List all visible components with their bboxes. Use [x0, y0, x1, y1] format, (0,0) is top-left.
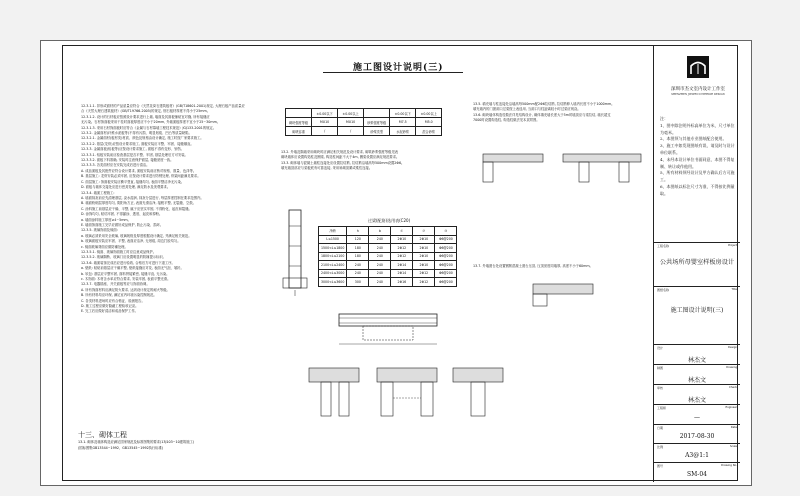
column1-line: 12.3.1.3. 采用石材饰面板时应符合《金属与石材幕墙工程技术规范》JGJ133-2001的规定。: [81, 125, 217, 130]
date-value: 2017-08-30: [679, 433, 715, 440]
project-row: [654, 242, 740, 274]
table-cell: 2Φ14: [391, 269, 413, 278]
scale-label: 比例: [657, 445, 664, 449]
column2-line: 填充墙顶部应与梁板底有可靠连接, 采用斜砌顶紧或柔性连接。: [281, 166, 373, 171]
date-row: [654, 424, 740, 443]
column1-line: 12.3.2.1. 金属面材(板材类)材质、颜色及规格由设计确定, 施工时按厂家要求施工。: [81, 136, 204, 141]
table-cell: Φ6@200: [435, 269, 457, 278]
title-block-note: 4、未经本设计单位书面同意，本图不得复制、转让或作他用。: [660, 156, 735, 169]
table-header-cell: ①: [391, 227, 413, 236]
check-row: [654, 384, 740, 404]
table-row: [286, 127, 442, 136]
title-block-note: 1、图中除注明外标高单位为米，尺寸单位为毫米。: [660, 122, 735, 135]
draw-label-en: Drawing: [726, 366, 737, 369]
table-row: [286, 118, 442, 127]
title-underline: [323, 72, 463, 73]
table-header-cell: ③: [435, 227, 457, 236]
column1-line: 12.3.2. 金属面材(纤维水泥板等)不得有污损、明显划痕、凹凸等质量缺陷。: [81, 131, 192, 136]
table-cell: 2Φ10: [413, 252, 435, 261]
check-label-en: Check: [729, 386, 737, 389]
drawing-number-row: [654, 462, 740, 482]
table-cell: 水泥砂浆: [390, 127, 416, 136]
window-sill-sketch: [479, 146, 649, 186]
table-cell: 2Φ10: [413, 261, 435, 270]
lintel-table: [318, 226, 457, 287]
table-cell: 240: [369, 244, 391, 253]
title-block-notes: [660, 116, 736, 198]
column2-line: 砌块墙体应设置构造柱及圈梁, 构造柱间距不大于4m, 圈梁设置应满足规范要求。: [281, 155, 400, 160]
table-cell: 3000<L≤3600: [319, 278, 347, 287]
table-cell: 240: [347, 261, 369, 270]
drawing-number-label-en: Drawing No.: [721, 464, 737, 467]
column1-line: b. 玻璃面板安装应牢固、平整, 表面应洁净, 无划痕, 周边打胶均匀。: [81, 239, 181, 244]
column1-line: B. 墙面粉刷层厚度均匀, 阴阳角方正, 表面光滑洁净, 接槎平整, 无裂缝、空鼓。: [81, 201, 196, 206]
draw-label: 制图: [657, 366, 664, 370]
table-row: [319, 261, 457, 270]
column1-line: 12.3.7. 电器插座、开关面板等应与饰面协调。: [81, 282, 150, 287]
column1-line: 12.3.3. 金属面板(铝板等)应按设计要求施工, 面板不得有变形、划伤。: [81, 147, 184, 152]
table-cell: 240: [369, 252, 391, 261]
designer-name: 林杰文: [687, 357, 706, 364]
section-13-line: 13.1. 砌体及墙体构造应满足国家规范及标准图集的要求(13J103~10建筑施工): [78, 440, 195, 444]
table-cell: 混合砂浆: [416, 127, 442, 136]
table-cell: Φ6@200: [435, 261, 457, 270]
table-cell: L≤1500: [319, 235, 347, 244]
title-block: [653, 46, 739, 482]
notes-column-2: [281, 150, 451, 172]
column1-line: 12.3.5.1. 镜面、玻璃饰面施工时应注意成品保护。: [81, 249, 157, 254]
column3-line: 7000时设置构造柱, 构造柱做法见本页附图。: [473, 118, 540, 123]
column1-line: 合《天然大理石建筑板材》(GB/T19766-2005)的规定, 细石板材厚度不得小于25mm。: [81, 109, 211, 114]
table-header-cell: 净跨: [319, 227, 347, 236]
firm-name-cn: 深圳市杰文室内设计工作室: [671, 87, 725, 92]
column1-line: c. 镜面玻璃背面应做防潮处理。: [81, 244, 128, 249]
arch-icon: [687, 56, 709, 78]
column1-line: E. 墙面饰面施工完毕应做好成品保护, 防止污染、损坏。: [81, 222, 164, 227]
column1-line: E. 完工后应做好清洁和成品保护工作。: [81, 309, 138, 314]
table-cell: 2Φ10: [413, 235, 435, 244]
engineer-value: —: [694, 414, 700, 421]
table-header-cell: b: [369, 227, 391, 236]
table-cell: M7.5: [390, 118, 416, 127]
drafter-name: 林杰文: [687, 377, 706, 384]
title-block-note: 6、本图纸以标注尺寸为准，不得按比例量取。: [660, 183, 735, 196]
column1-line: 无污染。石材饰面板采用干挂时面板厚度应不小于20mm, 外墙面板厚度不宜小于25~30mm。: [81, 120, 221, 125]
table-cell: 240: [369, 278, 391, 287]
table-cell: 2Φ12: [391, 252, 413, 261]
column1-line: a. 壁纸: 粘贴前基层应干燥平整, 壁纸接缝应对花, 表面无气泡、皱折。: [81, 266, 184, 271]
checker-name: 林杰文: [687, 397, 706, 404]
firm-logo: [687, 56, 709, 78]
column1-line: a. 墙面涂料施工厚度≥4~5mm。: [81, 217, 131, 222]
column1-line: A. 墙面抹灰前应先清理基层, 浇水湿润, 抹灰分层进行, 每层厚度控制在要求范围内。: [81, 195, 204, 200]
column1-line: 12.3.5. 玻璃饰面及镜面:: [81, 228, 118, 233]
table-cell: 砌块容重: [286, 127, 312, 136]
engineer-row: [654, 404, 740, 424]
date-label-en: Date: [730, 426, 737, 429]
column1-line: 12.3.4. 墙面工程施工:: [81, 190, 115, 195]
draw-row: [654, 364, 740, 384]
column-detail-sketch: [281, 206, 315, 296]
table-cell: 1500<L≤1800: [319, 244, 347, 253]
table-cell: 240: [369, 269, 391, 278]
table-cell: ±0.00以上: [338, 109, 364, 118]
table-row: [319, 278, 457, 287]
table-cell: ±0.00以下: [312, 109, 338, 118]
column1-line: 12.3.2.2. 基层(龙骨)应按设计要求施工, 面板安装应平整、牢固、接缝顺直。: [81, 141, 194, 146]
drawing-frame: [62, 45, 738, 481]
column1-line: C. 各类材料进场时应有合格证、检测报告。: [81, 298, 145, 303]
table-cell: 2Φ12: [391, 244, 413, 253]
table-cell: 2Φ10: [391, 235, 413, 244]
engineer-label: 工程师: [657, 406, 667, 410]
table-cell: 300: [347, 278, 369, 287]
column1-line: b. 软包: 基层应平整牢固, 面料拼接紧密, 接缝平直, 无污染。: [81, 271, 170, 276]
table-cell: 2Φ16: [391, 278, 413, 287]
table-cell: 240: [369, 261, 391, 270]
table-row: [319, 269, 457, 278]
drawing-name-row: [654, 286, 740, 318]
table-cell: 砂浆类型: [364, 127, 390, 136]
column1-line: C. 涂料施工前基层应干燥、平整, 腻子应坚实牢固, 不得粉化、起皮和裂缝。: [81, 206, 192, 211]
column1-line: 12.3.1.2. 设计的石材板应按照设计要求进行上墙, 墙面及其面板铺贴宜对缝, 所有接缝应: [81, 114, 210, 119]
table-row: [319, 235, 457, 244]
table-cell: 2Φ14: [391, 261, 413, 270]
column1-line: 12.3.1.1. 异形或面材的产品质量应符合《天然花岗石建筑板材》(GB/T18601-2001)规定, 大理石板产品质量应: [81, 104, 245, 108]
column1-line: D. 涂饰均匀, 粘结牢固, 不得漏涂、透底、起皮和掉粉。: [81, 212, 163, 217]
table-cell: 1800<L≤2100: [319, 252, 347, 261]
column1-line: D. 面板与墙体交接处应进行密封处理, 满足防水及美观要求。: [81, 185, 171, 190]
wall-junction-sketch-2: [373, 362, 443, 418]
table-cell: 2Φ10: [413, 244, 435, 253]
lintel-detail-sketch: [333, 304, 443, 348]
column1-line: B. 基层施工: 龙骨安装必须牢固, 应按设计要求进行防锈处理, 骨架间距满足要求。: [81, 174, 201, 179]
table-cell: [286, 109, 312, 118]
column1-line: c. 木饰面: 木材含水率应符合要求, 安装牢固, 表面平整光滑。: [81, 277, 171, 281]
table-cell: Φ6@200: [435, 278, 457, 287]
table-cell: 240: [369, 235, 391, 244]
wall-junction-sketch-3: [449, 362, 509, 418]
date-label: 日期: [657, 426, 664, 430]
table-row: [319, 252, 457, 261]
column1-line: A. 所有饰面材料应满足防火要求, 达到设计规定的耐火等级。: [81, 287, 170, 292]
column1-line: B. 所有材料均应环保, 满足室内环境污染控制规范。: [81, 293, 157, 298]
table-cell: 2100<L≤2400: [319, 261, 347, 270]
column1-line: 12.3.3.1. 铝板安装前应检查基层是否平整、牢固, 基层处理后方可安装。: [81, 152, 188, 157]
scale-label-en: Scale: [730, 445, 737, 448]
engineer-label-en: Engineer: [725, 406, 737, 409]
table-header-cell: ②: [413, 227, 435, 236]
lintel-table-caption: 过梁(配筋)选用表(C20): [368, 218, 411, 223]
project-name: 公共场所母婴室样板房设计: [659, 259, 735, 266]
column3-line: 13.6. 砌块墙体构造柱做法详见结构设计, 砌体填充墙长度大于5m时墙顶应与梁拉结, 墙长超过: [473, 112, 611, 117]
table-cell: 2Φ12: [413, 269, 435, 278]
notes-column-3b: [473, 264, 643, 269]
table-cell: 2Φ12: [413, 278, 435, 287]
column1-line: C. 面层施工: 饰面板安装应横平竖直, 接缝均匀, 表面平整洁净无污染。: [81, 179, 185, 184]
design-row: [654, 344, 740, 364]
title-block-note: 3、施工中如发现图纸有误，请及时与设计单位联系。: [660, 143, 735, 155]
drawing-label-en: Title: [731, 288, 737, 291]
table-cell: 240: [347, 269, 369, 278]
table-header-cell: h: [347, 227, 369, 236]
column1-line: 12.3.6. 墙面装饰完成后应进行验收, 合格后方可进行下道工序。: [81, 260, 175, 265]
wall-junction-sketch-1: [305, 362, 365, 418]
scale-value: A3@1:1: [685, 452, 709, 459]
table-cell: [364, 109, 390, 118]
table-cell: MU10: [312, 118, 338, 127]
table-cell: Φ6@200: [435, 235, 457, 244]
section-heading-13: 十三、砌体工程: [78, 431, 127, 439]
column3-line: 13.5. 填充墙与柱连接处沿墙高每500mm配2Φ6拉结筋, 拉结筋伸入墙内长度不小于1000mm。: [473, 102, 615, 106]
table-cell: 180: [347, 252, 369, 261]
table-cell: /: [312, 127, 338, 136]
column1-line: D. 施工过程应做好隐蔽工程验收记录。: [81, 304, 139, 309]
scale-row: [654, 443, 740, 462]
project-label: 工程名称: [657, 244, 670, 248]
firm-name-en: SHENZHEN JIEWEN INTERIOR DESIGN: [671, 93, 725, 96]
firm-logo-area: [654, 46, 740, 111]
table-cell: 120: [347, 235, 369, 244]
table-header-row: [319, 227, 457, 236]
table-cell: Φ6@200: [435, 252, 457, 261]
column3b-line: 13.7. 外墙窗台处设置钢筋混凝土窗台压顶, 压顶宽度同墙厚, 高度不小于60mm。: [473, 264, 593, 268]
table-cell: M5.0: [416, 118, 442, 127]
table-row: [286, 109, 442, 118]
column1-line: 12.3.5.2. 玻璃隔断、玻璃门应设置明显的防撞提示标识。: [81, 255, 166, 260]
table-cell: 砂浆强度等级: [364, 118, 390, 127]
page-title: 施工图设计说明(三): [353, 63, 444, 73]
design-label: 设计: [657, 346, 664, 350]
table-cell: Φ6@200: [435, 244, 457, 253]
beam-end-sketch: [529, 278, 599, 308]
table-cell: MU10: [338, 118, 364, 127]
table-row: [319, 244, 457, 253]
column1-line: A. 成品面板及其配件应符合设计要求, 面板安装前应核对规格、数量、色泽等。: [81, 168, 197, 173]
section-13-line: (国标图集GB13544~1992、GB13545~1992执行标准): [78, 445, 164, 450]
design-label-en: Design: [728, 346, 737, 349]
table-cell: ±0.00以上: [416, 109, 442, 118]
column1-line: 12.3.3.3. 各类面材应在安装完成后进行清洁。: [81, 163, 150, 168]
project-label-en: Project: [728, 244, 737, 247]
column1-line: a. 玻璃必须采用安全玻璃, 玻璃规格及厚度根据设计确定, 并满足相关规范。: [81, 233, 192, 238]
check-label: 审核: [657, 386, 664, 390]
section-13-notes: [78, 440, 194, 451]
table-cell: /: [338, 127, 364, 136]
column2-line: 13.2. 外墙及隔墙采用砌块时应满足相关规范及设计要求, 砌筑砂浆强度等级见表: [281, 150, 399, 154]
title-block-note: 2、本图须与其他专业图纸配合使用。: [660, 136, 727, 142]
table-cell: 180: [347, 244, 369, 253]
title-block-note: 注：: [660, 116, 668, 121]
column2-line: 13.3. 砌体墙与混凝土墙柱连接处应设置拉结筋, 拉结筋沿墙高每500mm设置2Φ6。: [281, 160, 405, 165]
drawing-label: 图纸名称: [657, 288, 670, 292]
table-cell: 2400<L≤3000: [319, 269, 347, 278]
drawing-name: 施工图设计说明(三): [670, 307, 724, 314]
table-cell: ±0.00以下: [390, 109, 416, 118]
masonry-strength-table: [285, 108, 442, 136]
notes-column-3: [473, 102, 643, 124]
column3-line: 填充墙内的门窗洞口过梁按上表选用, 当洞口与柱距离较小时过梁应现浇。: [473, 107, 581, 112]
drawing-number-label: 图号: [657, 464, 664, 468]
notes-column-1: [81, 104, 273, 315]
table-cell: 砌块强度等级: [286, 118, 312, 127]
column1-line: 12.3.3.2. 面板下料准确, 安装时注意保护面层, 接缝宽度一致。: [81, 158, 174, 163]
title-block-note: 5、所有材料须经设计及甲方确认后方可施工。: [660, 170, 735, 183]
drawing-number: SM-04: [687, 471, 707, 478]
